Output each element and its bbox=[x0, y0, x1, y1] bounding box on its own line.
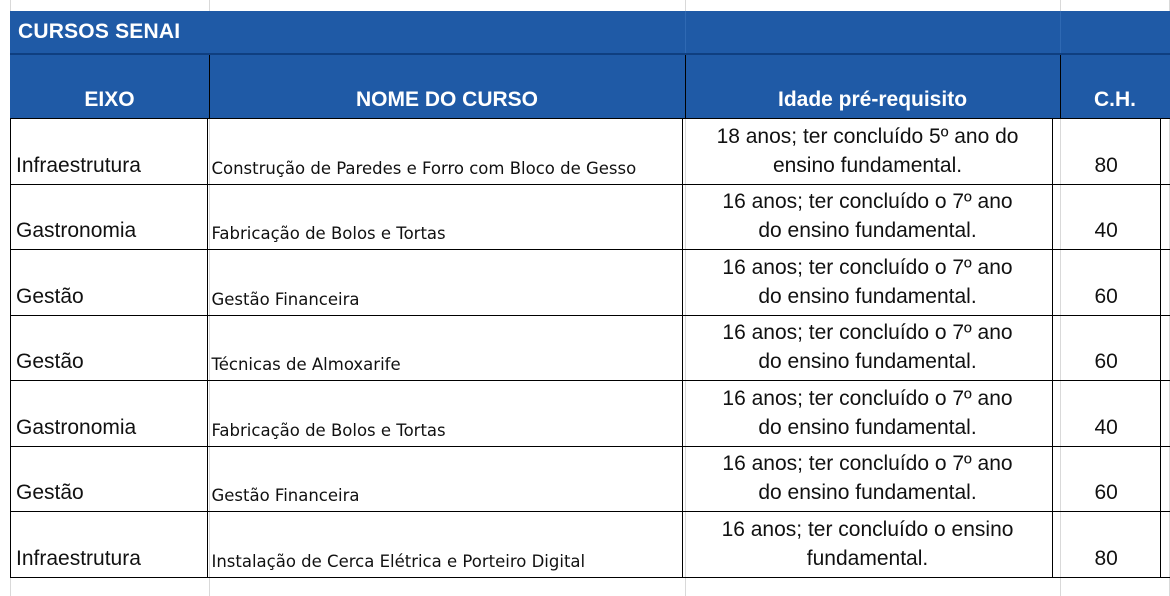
cell-curso[interactable]: Fabricação de Bolos e Tortas bbox=[208, 381, 683, 447]
cell-ch[interactable]: 40 bbox=[1052, 381, 1160, 447]
idade-line-2: do ensino fundamental. bbox=[758, 415, 977, 439]
cell-eixo[interactable]: Gestão bbox=[11, 446, 208, 512]
cell-ch[interactable]: 80 bbox=[1052, 512, 1160, 578]
cell-idade[interactable] bbox=[683, 250, 1052, 316]
cell-ch[interactable]: 60 bbox=[1052, 446, 1160, 512]
cell-eixo[interactable]: Gastronomia bbox=[11, 184, 208, 250]
idade-line-1: 18 anos; ter concluído 5º ano do bbox=[716, 124, 1019, 148]
table-row bbox=[11, 315, 1170, 381]
cell-idade[interactable] bbox=[683, 119, 1052, 185]
table-header bbox=[10, 53, 1170, 118]
idade-line-1: 16 anos; ter concluído o 7º ano bbox=[722, 386, 1013, 410]
idade-line-2: ensino fundamental. bbox=[772, 153, 963, 177]
cell-empty[interactable] bbox=[1160, 446, 1170, 512]
table-row bbox=[11, 446, 1170, 512]
idade-line-2: do ensino fundamental. bbox=[758, 219, 977, 242]
idade-line-1: 16 anos; ter concluído o 7º ano bbox=[722, 190, 1013, 213]
idade-line-2: fundamental. bbox=[806, 546, 929, 570]
cell-eixo[interactable]: Gestão bbox=[11, 250, 208, 316]
cell-idade[interactable] bbox=[683, 184, 1052, 250]
cell-eixo[interactable]: Gestão bbox=[11, 315, 208, 381]
table-row bbox=[11, 119, 1170, 185]
idade-line-2: do ensino fundamental. bbox=[758, 481, 977, 504]
cell-ch[interactable]: 60 bbox=[1052, 250, 1160, 316]
title-bar bbox=[10, 11, 1170, 53]
idade-line-1: 16 anos; ter concluído o 7º ano bbox=[722, 321, 1013, 344]
cell-eixo[interactable]: Gastronomia bbox=[11, 381, 208, 447]
idade-line-2: do ensino fundamental. bbox=[758, 284, 977, 308]
header-idade[interactable]: Idade pré-requisito bbox=[777, 88, 968, 111]
cell-divider bbox=[1060, 11, 1061, 53]
cell-empty[interactable] bbox=[1160, 119, 1170, 185]
cell-eixo[interactable]: Infraestrutura bbox=[11, 512, 208, 578]
cell-curso[interactable]: Técnicas de Almoxarife bbox=[208, 315, 683, 381]
table-row bbox=[11, 250, 1170, 316]
cell-curso[interactable]: Gestão Financeira bbox=[208, 250, 683, 316]
courses-table bbox=[10, 118, 1170, 578]
cell-curso[interactable]: Construção de Paredes e Forro com Bloco de Gesso bbox=[208, 119, 683, 185]
idade-line-1: 16 anos; ter concluído o ensino bbox=[721, 517, 1014, 541]
header-eixo[interactable]: EIXO bbox=[84, 88, 135, 111]
cell-empty[interactable] bbox=[1160, 512, 1170, 578]
cell-ch[interactable]: 60 bbox=[1052, 315, 1160, 381]
cell-ch[interactable]: 80 bbox=[1052, 119, 1160, 185]
table-row bbox=[11, 184, 1170, 250]
cell-eixo[interactable]: Infraestrutura bbox=[11, 119, 208, 185]
cell-curso[interactable]: Instalação de Cerca Elétrica e Porteiro Digital bbox=[208, 512, 683, 578]
cell-idade[interactable] bbox=[683, 512, 1052, 578]
cell-curso[interactable]: Fabricação de Bolos e Tortas bbox=[208, 184, 683, 250]
cell-empty[interactable] bbox=[1160, 381, 1170, 447]
cell-empty[interactable] bbox=[1160, 250, 1170, 316]
header-ch[interactable]: C.H. bbox=[1094, 88, 1136, 111]
idade-line-1: 16 anos; ter concluído o 7º ano bbox=[722, 452, 1013, 475]
cell-divider bbox=[685, 11, 686, 53]
cell-empty[interactable] bbox=[1160, 184, 1170, 250]
header-nome-do-curso[interactable]: NOME DO CURSO bbox=[355, 88, 538, 111]
table-row bbox=[11, 512, 1170, 578]
idade-line-1: 16 anos; ter concluído o 7º ano bbox=[722, 255, 1013, 279]
cell-idade[interactable] bbox=[683, 381, 1052, 447]
sheet-title: CURSOS SENAI bbox=[18, 20, 181, 43]
idade-line-2: do ensino fundamental. bbox=[758, 350, 977, 373]
table-row bbox=[11, 381, 1170, 447]
cell-empty[interactable] bbox=[1160, 315, 1170, 381]
cell-curso[interactable]: Gestão Financeira bbox=[208, 446, 683, 512]
cell-idade[interactable] bbox=[683, 315, 1052, 381]
cell-ch[interactable]: 40 bbox=[1052, 184, 1160, 250]
cell-idade[interactable] bbox=[683, 446, 1052, 512]
